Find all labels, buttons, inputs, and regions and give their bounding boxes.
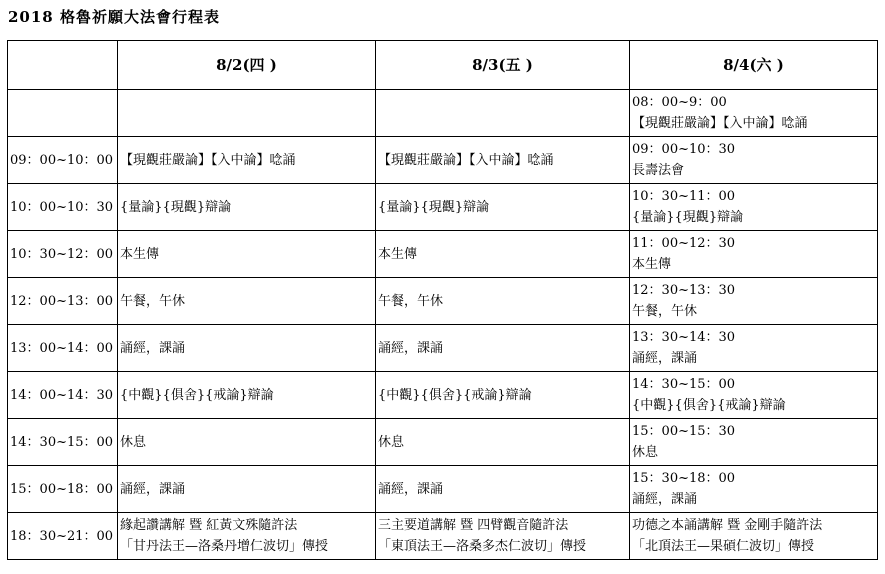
schedule-row [8,278,878,325]
activity-line: 「東頂法王—洛桑多杰仁波切」傳授 [378,539,587,554]
activity-line: 誦經，課誦 [378,481,444,497]
activity-line: 誦經，課誦 [632,492,698,507]
activity-cell [376,466,630,513]
activity-line: 10：30~11：00 [632,189,736,204]
activity-cell [118,184,376,231]
day-header: 8/2(四 ) [118,41,376,90]
schedule-row [8,372,878,419]
schedule-body [8,90,878,560]
activity-cell [118,419,376,466]
activity-line: {量論}{現觀}辯論 [120,199,232,215]
activity-line: 午餐，午休 [120,293,186,309]
activity-line: {中觀}{俱舍}{戒論}辯論 [378,387,532,403]
activity-cell [118,137,376,184]
activity-cell [630,137,878,184]
activity-line: 11：00~12：30 [632,236,736,251]
page-title: 2018 格魯祈願大法會行程表 [8,8,220,26]
schedule-table [7,40,878,560]
activity-cell [118,372,376,419]
schedule-row [8,184,878,231]
activity-line: 09：00~10：30 [632,142,736,157]
schedule-row [8,90,878,137]
schedule-row [8,325,878,372]
activity-line: {量論}{現觀}辯論 [378,199,490,215]
activity-line: 誦經，課誦 [120,481,186,497]
time-slot-cell: 14：30~15：00 [8,419,118,466]
activity-line: 誦經，課誦 [120,340,186,356]
activity-cell [118,278,376,325]
activity-cell [118,231,376,278]
day-header: 8/4(六 ) [630,41,878,90]
schedule-row [8,231,878,278]
time-slot-cell [8,90,118,137]
activity-line: 誦經，課誦 [378,340,444,356]
activity-line: 功德之本誦講解 暨 金剛手隨許法 [632,518,823,533]
activity-cell [630,466,878,513]
activity-line: 緣起讚講解 暨 紅黃文殊隨許法 [120,518,298,533]
activity-cell [376,372,630,419]
activity-cell [630,513,878,560]
activity-line: 休息 [632,445,659,460]
time-slot-cell: 15：00~18：00 [8,466,118,513]
schedule-row [8,513,878,560]
time-slot-cell: 18：30~21：00 [8,513,118,560]
time-slot-cell: 10：30~12：00 [8,231,118,278]
activity-line: 午餐，午休 [632,304,698,319]
activity-line: 08：00~9：00 [632,95,727,110]
header-row [8,41,878,90]
activity-cell [118,513,376,560]
activity-cell [376,184,630,231]
activity-cell [118,325,376,372]
activity-cell [376,513,630,560]
activity-line: 休息 [378,434,405,450]
activity-cell [376,90,630,137]
activity-line: {中觀}{俱舍}{戒論}辯論 [632,398,786,413]
activity-line: 本生傳 [378,246,418,262]
activity-cell [118,466,376,513]
activity-line: {量論}{現觀}辯論 [632,210,744,225]
activity-cell [630,278,878,325]
activity-cell [630,231,878,278]
activity-line: 本生傳 [632,257,672,272]
time-slot-cell: 14：00~14：30 [8,372,118,419]
activity-line: 【現觀莊嚴論】【入中論】唸誦 [378,152,554,168]
activity-line: 【現觀莊嚴論】【入中論】唸誦 [632,116,808,131]
activity-line: 休息 [120,434,147,450]
activity-cell [118,90,376,137]
activity-line: 14：30~15：00 [632,377,736,392]
activity-line: 午餐，午休 [378,293,444,309]
corner-cell [8,41,118,90]
activity-cell [630,184,878,231]
schedule-row [8,419,878,466]
activity-cell [376,278,630,325]
activity-line: {中觀}{俱舍}{戒論}辯論 [120,387,274,403]
activity-line: 12：30~13：30 [632,283,736,298]
activity-line: 13：30~14：30 [632,330,736,345]
schedule-row [8,137,878,184]
activity-line: 「北頂法王—果碩仁波切」傳授 [632,539,815,554]
activity-cell [630,325,878,372]
day-header: 8/3(五 ) [376,41,630,90]
time-slot-cell: 10：00~10：30 [8,184,118,231]
time-slot-cell: 13：00~14：00 [8,325,118,372]
activity-cell [376,325,630,372]
activity-cell [376,231,630,278]
activity-cell [630,372,878,419]
activity-line: 15：30~18：00 [632,471,736,486]
activity-line: 【現觀莊嚴論】【入中論】唸誦 [120,152,296,168]
activity-line: 三主要道講解 暨 四臂觀音隨許法 [378,518,569,533]
activity-cell [630,419,878,466]
time-slot-cell: 09：00~10：00 [8,137,118,184]
activity-cell [376,137,630,184]
activity-line: 誦經，課誦 [632,351,698,366]
activity-line: 「甘丹法王—洛桑丹增仁波切」傳授 [120,539,329,554]
activity-line: 本生傳 [120,246,160,262]
activity-cell [376,419,630,466]
schedule-row [8,466,878,513]
activity-cell [630,90,878,137]
activity-line: 長壽法會 [632,163,685,178]
activity-line: 15：00~15：30 [632,424,736,439]
time-slot-cell: 12：00~13：00 [8,278,118,325]
